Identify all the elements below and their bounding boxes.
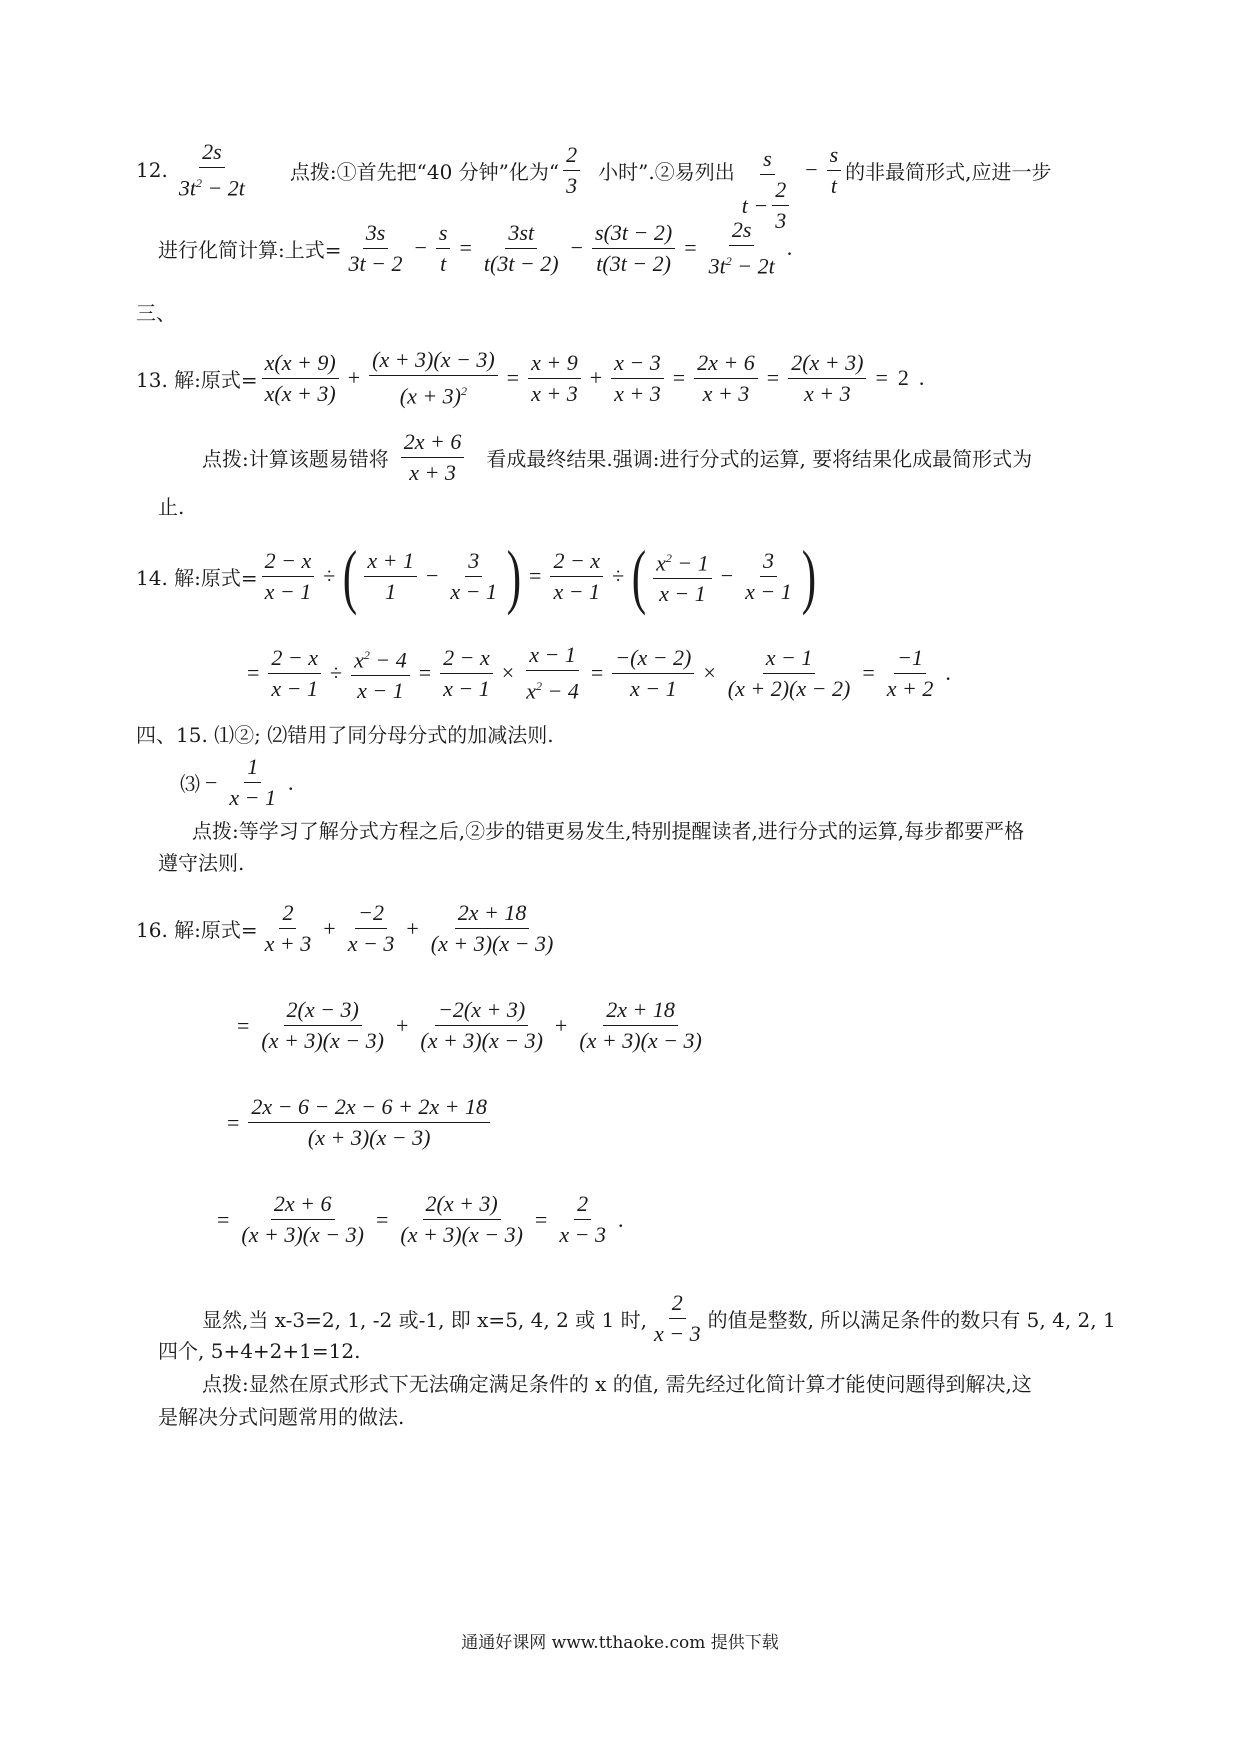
q15-answer: $\frac{1}{x - 1}$ (229, 754, 277, 810)
q16-line2: = $\frac{2(x - 3)}{(x + 3)(x - 3)}$ + $\frac{-2(x + 3)}{(x + 3)(x - 3)}$ + $\frac{2x + 18}{(x + 3)(x - 3)}$ (232, 995, 709, 1056)
q14-frac-c2: $\frac{3}{x - 1}$ (745, 547, 792, 604)
q12-step2b: $\frac{s(3t - 2)}{t(3t - 2)}$ (592, 218, 675, 279)
q12-number: 12. (136, 158, 168, 182)
q12-line2-prefix: 进行化简计算:上式= (158, 237, 342, 262)
q12-frac-2-3: $\frac{2}{3}$ (563, 140, 580, 201)
q15-part3-label: ⑶ (180, 772, 200, 796)
q14-result: $\frac{-1}{x + 2}$ (886, 644, 934, 701)
q13-result: 2 (897, 365, 909, 391)
q14-line1: 14. 解:原式= $\frac{2 - x}{x - 1}$ ÷ ( $\frac{x + 1}{1}$ − $\frac{3}{x - 1}$ ) = $\frac{2 - x}{x - 1}$ ÷ ( $\frac{x^2 - 1}{x - 1}$ − $\frac{3}{x - 1}$ ) (136, 536, 816, 616)
q14-frac-b: $\frac{x + 1}{1}$ (364, 546, 417, 607)
q16-s2-c: $\frac{2x + 18}{(x + 3)(x - 3)}$ (579, 997, 702, 1053)
q12-hint-a: 点拨:①首先把“40 分钟”化为“ (289, 159, 560, 184)
q13-frac-b: $\frac{(x + 3)(x - 3)}{(x + 3)^2}$ (369, 345, 498, 411)
q14-step-e: $\frac{x^2 - 4}{x - 1}$ (351, 640, 410, 706)
q16-s4-b: $\frac{2(x + 3)}{(x + 3)(x - 3)}$ (400, 1191, 523, 1247)
q15-line1: 四、15. ⑴②; ⑵错用了同分母分式的加减法则. (136, 723, 554, 747)
q14-line2: = $\frac{2 - x}{x - 1}$ ÷ $\frac{x^2 - 4}{x - 1}$ = $\frac{2 - x}{x - 1}$ × $\frac{x - 1}{x^2 - 4}$ = $\frac{-(x - 2)}{x - 1}$ × $\frac{x - 1}{(x + 2)(x - 2)}$ = $\frac{-1}{x + 2}$ . (242, 640, 956, 706)
q13-frac-a: $\frac{x(x + 9)}{x(x + 3)}$ (262, 348, 339, 409)
q16-hint-a: 点拨:显然在原式形式下无法确定满足条件的 x 的值, 需先经过化简计算才能使问题得到解决,这 (202, 1372, 1032, 1396)
q12-nested-fraction: s t − $\frac{2}{3}$ (739, 144, 796, 236)
q16-s4-c: $\frac{2}{x - 3}$ (559, 1191, 606, 1247)
q16-line4: = $\frac{2x + 6}{(x + 3)(x - 3)}$ = $\frac{2(x + 3)}{(x + 3)(x - 3)}$ = $\frac{2}{x - 3}$ . (212, 1189, 628, 1250)
q16-line3: = $\frac{2x - 6 - 2x - 6 + 2x + 18}{(x + 3)(x - 3)}$ (222, 1092, 494, 1153)
q13-frac-e: $\frac{2x + 6}{x + 3}$ (694, 348, 758, 409)
q13-frac-f: $\frac{2(x + 3)}{x + 3}$ (788, 348, 866, 409)
q14-step-a: $\frac{2 - x}{x - 1}$ (268, 643, 321, 704)
q14-prefix: 14. 解:原式= (136, 565, 258, 590)
q13-frac-d: $\frac{x - 3}{x + 3}$ (611, 348, 664, 409)
q12-step1: $\frac{3s}{3t - 2}$ (348, 219, 403, 276)
q14-frac-d: $\frac{x^2 - 1}{x - 1}$ (653, 543, 712, 609)
q12-step1b: $\frac{s}{t}$ (436, 218, 451, 279)
q13-prefix: 13. 解:原式= (136, 367, 258, 392)
q15-part3: ⑶ − $\frac{1}{x - 1}$ . (180, 752, 299, 813)
q16-text-a: 显然,当 x-3=2, 1, -2 或-1, 即 x=5, 4, 2 或 1 时, (202, 1308, 647, 1332)
q16-prefix: 16. 解:原式= (136, 918, 258, 942)
q16-s2-a: $\frac{2(x - 3)}{(x + 3)(x - 3)}$ (261, 997, 384, 1053)
q13-line1: 13. 解:原式= $\frac{x(x + 9)}{x(x + 3)}$ + $\frac{(x + 3)(x - 3)}{(x + 3)^2}$ = $\frac{x + 9}{x + 3}$ + $\frac{x - 3}{x + 3}$ = $\frac{2x + 6}{x + 3}$ = $\frac{2(x + 3)}{x + 3}$ = 2 . (136, 345, 929, 411)
q13-hint (202, 427, 1032, 488)
q14-step-g: $\frac{x - 1}{x^2 - 4}$ (526, 642, 579, 704)
q16-text-c: 四个, 5+4+2+1=12. (158, 1339, 361, 1363)
q12-answer-fraction: $\frac{2s}{3t^2 - 2t}$ (178, 138, 245, 201)
q16-frac-c: $\frac{2x + 18}{(x + 3)(x - 3)}$ (430, 900, 554, 956)
q12-line1: 12. $\frac{2s}{3t^2 - 2t}$ 点拨:①首先把“40 分钟”化为“ $\frac{2}{3}$ 小时”.②易列出 s t − $\frac{2}{3}$ − $\frac{s}{t}$ 的非最简形式,应进一步 (136, 104, 1052, 236)
q16-s2-b: $\frac{-2(x + 3)}{(x + 3)(x - 3)}$ (420, 997, 543, 1053)
section-3-label: 三、 (136, 301, 176, 325)
q12-s-over-t: $\frac{s}{t}$ (827, 140, 842, 201)
q14-step-h: $\frac{-(x - 2)}{x - 1}$ (612, 643, 694, 704)
q14-step-a3: $\frac{2 - x}{x - 1}$ (440, 643, 493, 704)
q14-frac-a: $\frac{2 - x}{x - 1}$ (262, 546, 315, 607)
q14-frac-a2: $\frac{2 - x}{x - 1}$ (550, 546, 603, 607)
q16-s3: $\frac{2x - 6 - 2x - 6 + 2x + 18}{(x + 3)(x - 3)}$ (248, 1092, 490, 1153)
q13-hint-a: 点拨:计算该题易错将 (202, 447, 389, 471)
q16-text-b: 的值是整数, 所以满足条件的数只有 5, 4, 2, 1 (707, 1308, 1116, 1332)
q12-hint-b: 小时”.②易列出 (598, 159, 735, 184)
q13-hint-frac: $\frac{2x + 6}{x + 3}$ (401, 427, 465, 488)
q16-hint-b: 是解决分式问题常用的做法. (158, 1405, 405, 1429)
q14-step-i: $\frac{x - 1}{(x + 2)(x - 2)}$ (727, 644, 851, 701)
q16-frac-b: $\frac{-2}{x - 3}$ (347, 900, 395, 956)
q14-frac-c: $\frac{3}{x - 1}$ (450, 547, 498, 604)
q16-frac-a: $\frac{2}{x + 3}$ (264, 900, 312, 956)
q13-frac-c: $\frac{x + 9}{x + 3}$ (528, 348, 581, 409)
q12-step2: $\frac{3st}{t(3t - 2)}$ (483, 219, 559, 276)
footer-credit: 通通好课网 www.tthaoke.com 提供下载 (461, 1633, 779, 1653)
q13-hint-b: 看成最终结果.强调:进行分式的运算, 要将结果化成最简形式为 (486, 447, 1033, 471)
q12-line2: 进行化简计算:上式= $\frac{3s}{3t - 2}$ − $\frac{s}{t}$ = $\frac{3st}{t(3t - 2)}$ − $\frac{s(3t - 2)}{t(3t - 2)}$ = $\frac{2s}{3t^2 - 2t}$ . (158, 215, 797, 281)
q12-result: $\frac{2s}{3t^2 - 2t}$ (708, 217, 775, 279)
q16-text-frac: $\frac{2}{x - 3}$ (653, 1290, 701, 1346)
q15-hint-a: 点拨:等学习了解分式方程之后,②步的错更易发生,特别提醒读者,进行分式的运算,每步都要严格 (192, 819, 1025, 843)
q13-hint-c: 止. (158, 495, 185, 519)
q16-line1: 16. 解:原式= $\frac{2}{x + 3}$ + $\frac{-2}{x - 3}$ + $\frac{2x + 18}{(x + 3)(x - 3)}$ (136, 898, 560, 959)
q12-hint-c: 的非最简形式,应进一步 (845, 159, 1052, 184)
q15-hint-b: 遵守法则. (158, 851, 245, 875)
q16-s4-a: $\frac{2x + 6}{(x + 3)(x - 3)}$ (241, 1191, 364, 1247)
